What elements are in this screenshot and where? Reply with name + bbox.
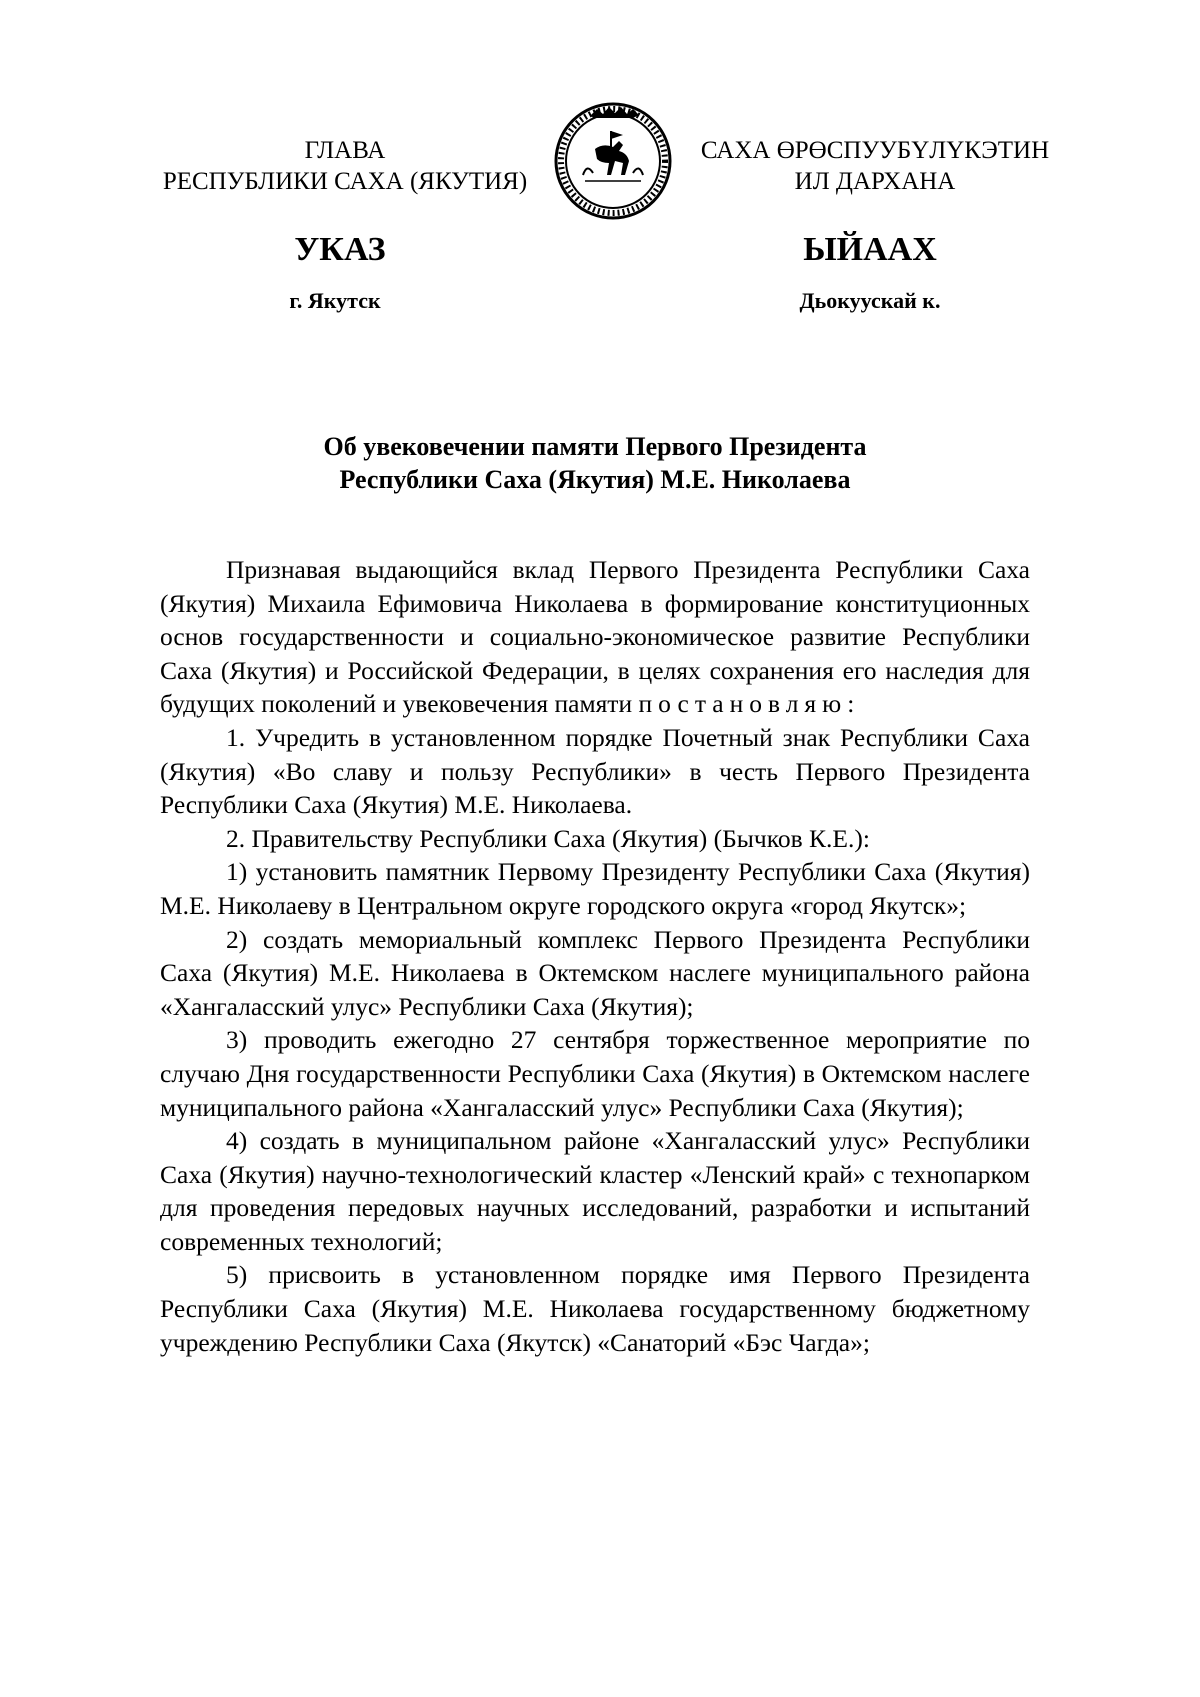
preamble <box>160 553 1030 721</box>
list-item: 1. Учредить в установленном порядке Почетный знак Республики Саха (Якутия) «Во славу и пользу Республики» в честь Первого Президента Республики Саха (Якутия) М.Е. Николаева. <box>160 722 1030 820</box>
coat-of-arms-icon <box>553 101 673 221</box>
list-item: 3) проводить ежегодно 27 сентября торжественное мероприятие по случаю Дня государственности Республики Саха (Якутия) в Октемском наслеге муниципального района «Хангаласский улус» Республики Саха (Якутия); <box>160 1025 1030 1122</box>
header-left <box>140 135 550 197</box>
doc-type-sakha: ЫЙААХ <box>803 231 937 268</box>
city-ru: г. Якутск <box>289 288 381 313</box>
header-right <box>680 135 1070 197</box>
title-line2: Республики Саха (Якутия) М.Е. Николаева <box>339 465 851 494</box>
doc-type-ru: УКАЗ <box>294 231 386 268</box>
header-right-line2: ИЛ ДАРХАНА <box>794 168 956 195</box>
decree-word: постановляю: <box>638 689 861 719</box>
list-item: 2. Правительству Республики Саха (Якутия) (Бычков К.Е.): <box>226 823 870 853</box>
city-sakha: Дьокуускай к. <box>799 288 941 313</box>
document-title <box>160 430 1030 496</box>
document-body <box>160 553 1030 1359</box>
list-item: 5) присвоить в установленном порядке имя Первого Президента Республики Саха (Якутия) М.Е. Николаева государственному бюджетному учреждению Республики Саха (Якутск) «Санаторий «Бэс Чагда»; <box>160 1260 1030 1357</box>
header-right-line1: САХА ӨРӨСПУУБҮЛҮКЭТИН <box>700 137 1050 164</box>
list-item: 2) создать мемориальный комплекс Первого Президента Республики Саха (Якутия) М.Е. Николаева в Октемском наслеге муниципального района «Хангаласский улус» Республики Саха (Якутия); <box>160 924 1030 1021</box>
header-left-line2: РЕСПУБЛИКИ САХА (ЯКУТИЯ) <box>162 168 528 195</box>
title-line1: Об увековечении памяти Первого Президента <box>323 432 867 461</box>
preamble-text: Признавая выдающийся вклад Первого Президента Республики Саха (Якутия) Михаила Ефимовича Николаева в формирование конституционных основ государственности и социально-экономическое развитие Республики Саха (Якутия) и Российской Федерации, в целях сохранения его наследия для будущих поколений и увековечения памяти <box>160 555 1030 719</box>
list-item: 1) установить памятник Первому Президенту Республики Саха (Якутия) М.Е. Николаеву в Центральном округе городского округа «город Якутск»; <box>160 857 1030 920</box>
list-item: 4) создать в муниципальном районе «Хангаласский улус» Республики Саха (Якутия) научно-технологический кластер «Ленский край» с технопарком для проведения передовых научных исследований, разработки и испытаний современных технологий; <box>160 1126 1030 1256</box>
header-left-line1: ГЛАВА <box>304 137 386 164</box>
